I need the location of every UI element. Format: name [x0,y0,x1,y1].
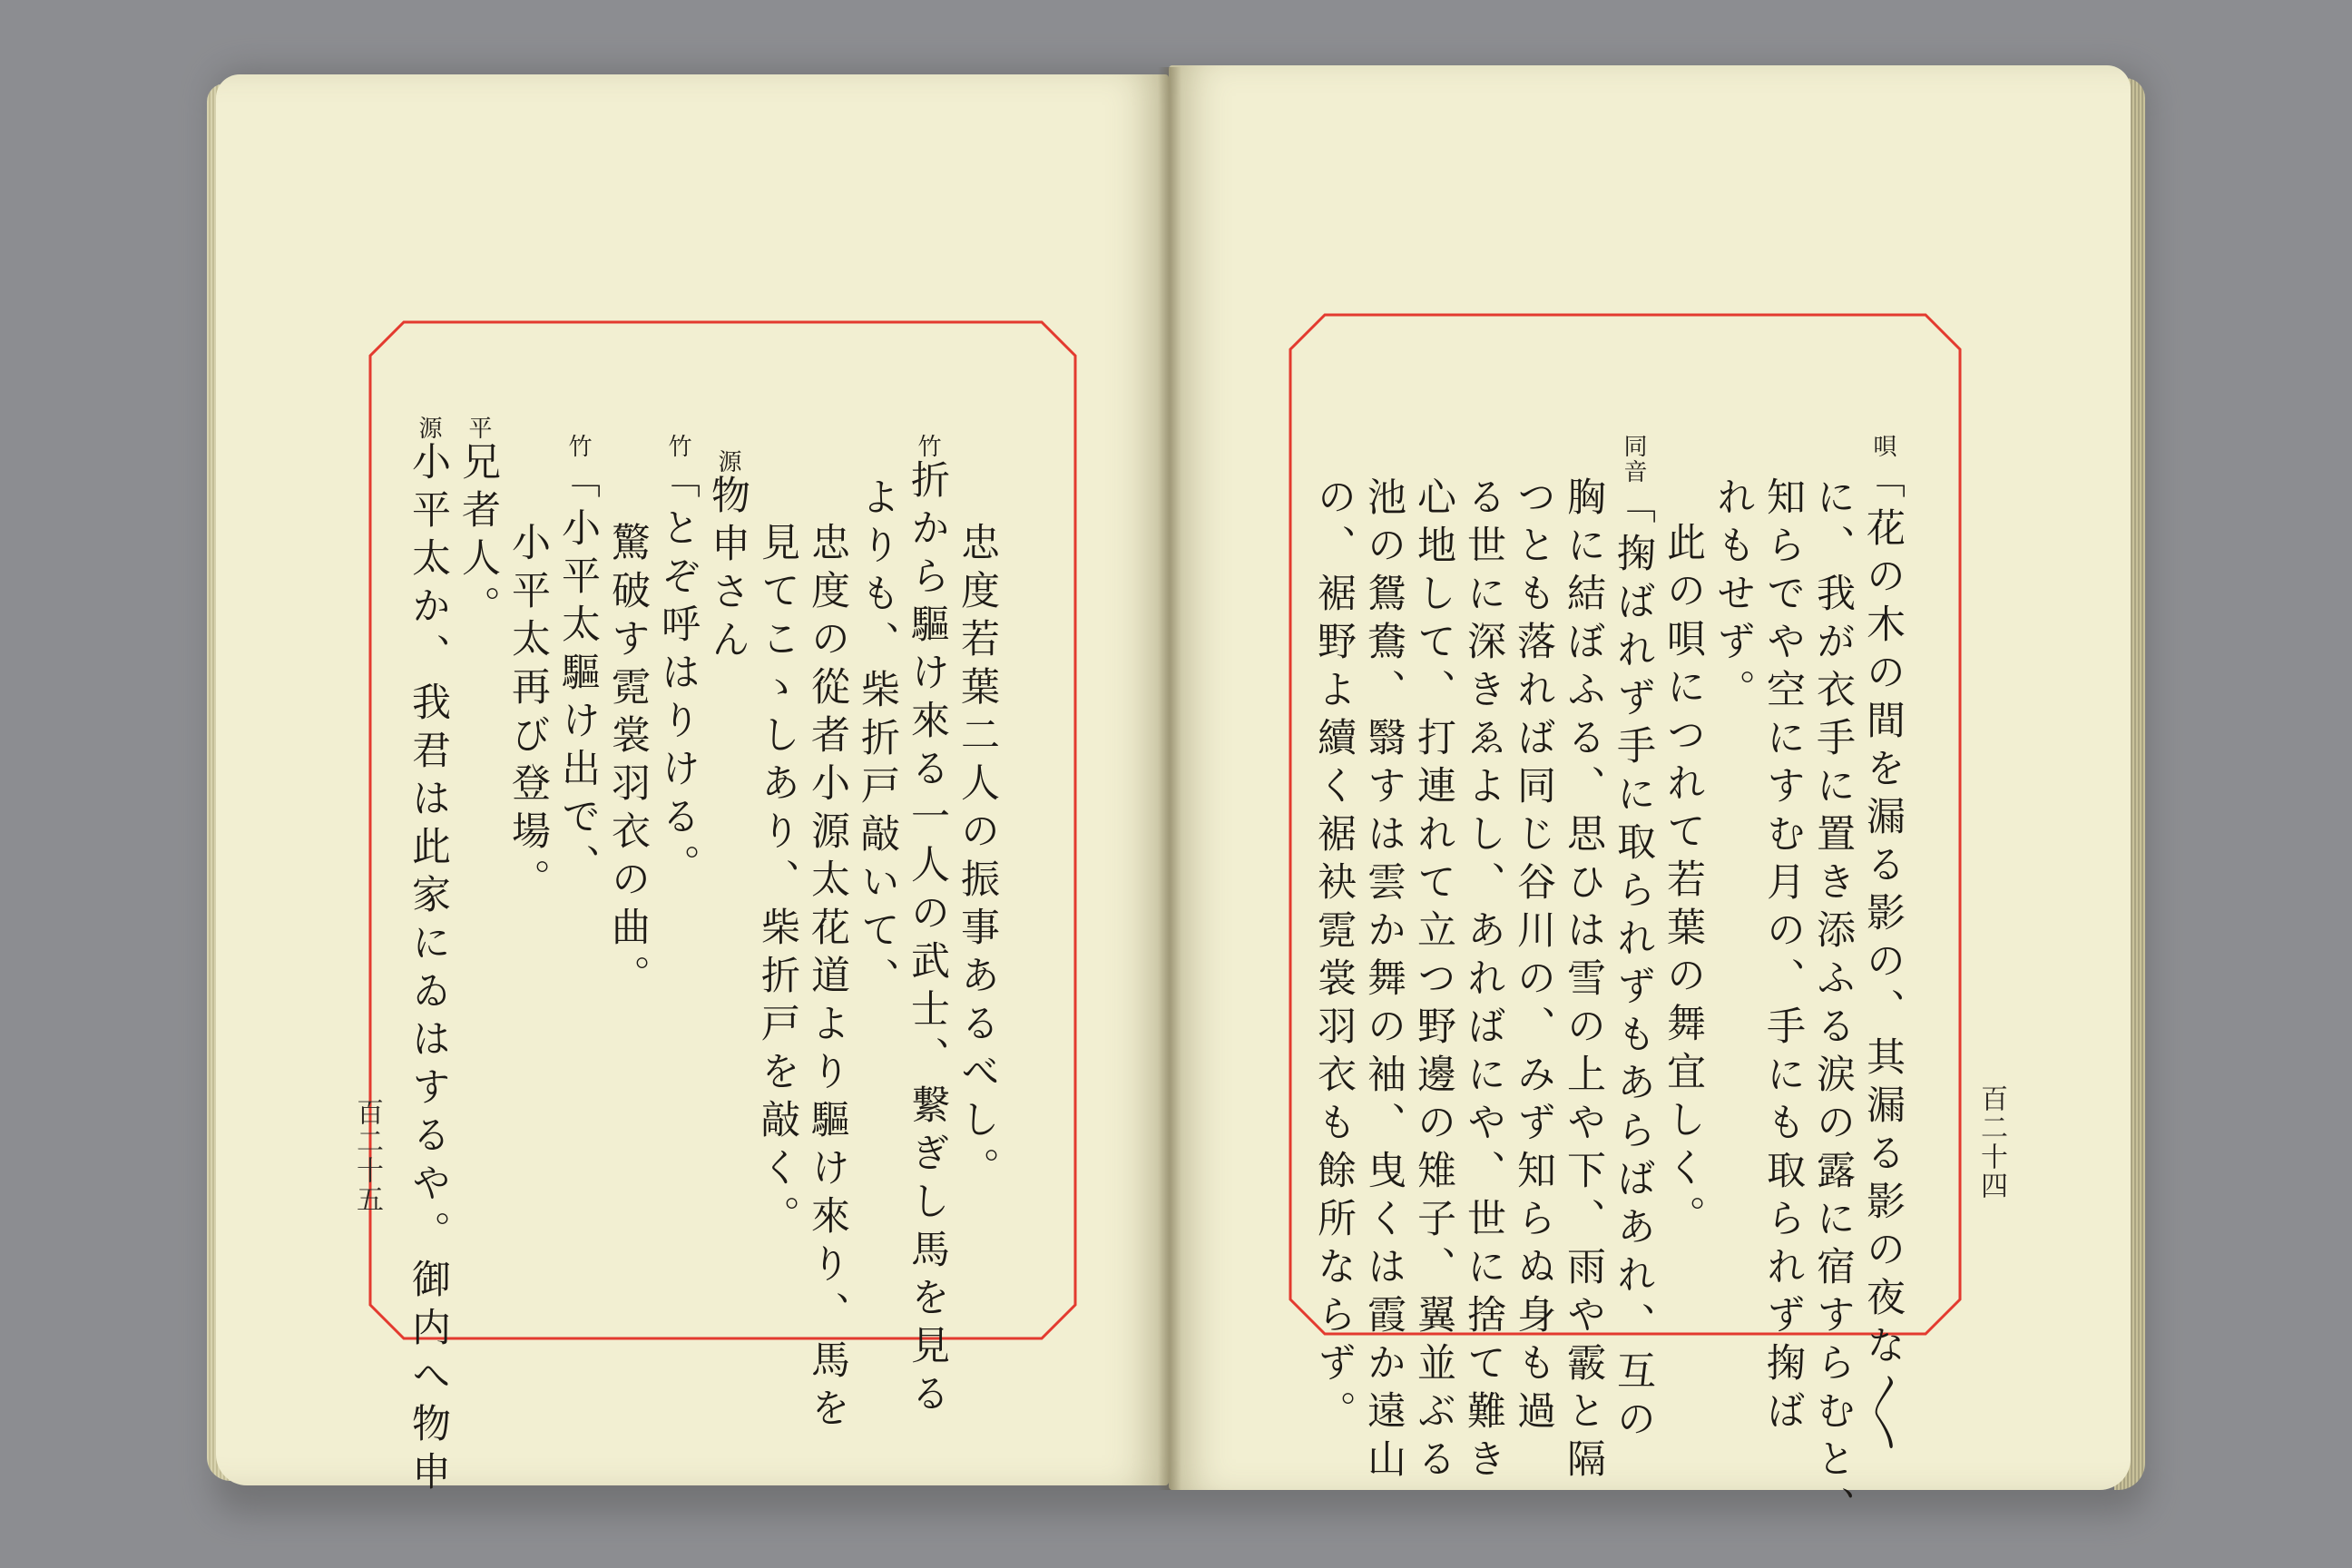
right-col-3: 知らでや空にすむ月の、手にも取られず掬ば [1760,476,1806,1438]
right-col-4: れもせず。 [1710,476,1756,717]
right-col-10: 心地して、打連れて立つ野邊の雉子、翼並ぶる [1411,476,1456,1486]
right-col-1: 唄「花の木の間を漏る影の、其漏る影の夜な〳〵 [1860,434,1906,1460]
right-col-8: つとも落れば同じ谷川の、みず知らぬ身も過 [1511,476,1556,1438]
left-col-11: 平兄者人。 [456,416,501,633]
right-page-number: 百二十四 [1975,1084,2007,1200]
left-col-1: 忠度若葉二人の振事あるべし。 [955,522,1000,1195]
left-col-4: 忠度の從者小源太花道より驅け來り、馬を [805,522,850,1436]
left-col-12: 源小平太か、我君は此家にゐはするや。御内へ物申 [406,416,451,1499]
right-col-11: 池の鴛鴦、翳すは雲か舞の袖、曳くは霞か遠山 [1361,476,1406,1486]
left-col-5: 見てこゝしあり、柴折戸を敲く。 [755,522,800,1243]
left-col-3: よりも、柴折戸敲いて、 [855,476,900,1005]
left-col-7: 竹「とぞ呼はりける。 [655,434,701,892]
right-col-2: に、我が衣手に置き添ふる涙の露に宿すらむと、 [1810,476,1856,1534]
right-col-9: る世に深きゑよし、あればにや、世に捨て難き [1461,476,1506,1486]
left-col-6: 源物申さん [705,449,750,667]
left-col-10: 小平太再び登場。 [505,522,551,906]
left-col-9: 竹「小平太驅け出で、 [555,434,601,892]
left-col-2: 竹折から驅け來る一人の武士、繋ぎし馬を見る [905,434,950,1421]
right-col-5: 此の唄につれて若葉の舞宜しく。 [1661,522,1706,1243]
left-page-number: 百二十五 [351,1098,383,1214]
right-col-12: の、裾野よ續く裾袂霓裳羽衣も餘所ならず。 [1311,476,1357,1438]
right-col-6: 同音「掬ばれず手に取られずもあらばあれ、互の [1611,434,1656,1446]
left-col-8: 驚破す霓裳羽衣の曲。 [605,522,651,1003]
right-col-7: 胸に結ぼふる、思ひは雪の上や下、雨や霰と隔 [1561,476,1606,1486]
